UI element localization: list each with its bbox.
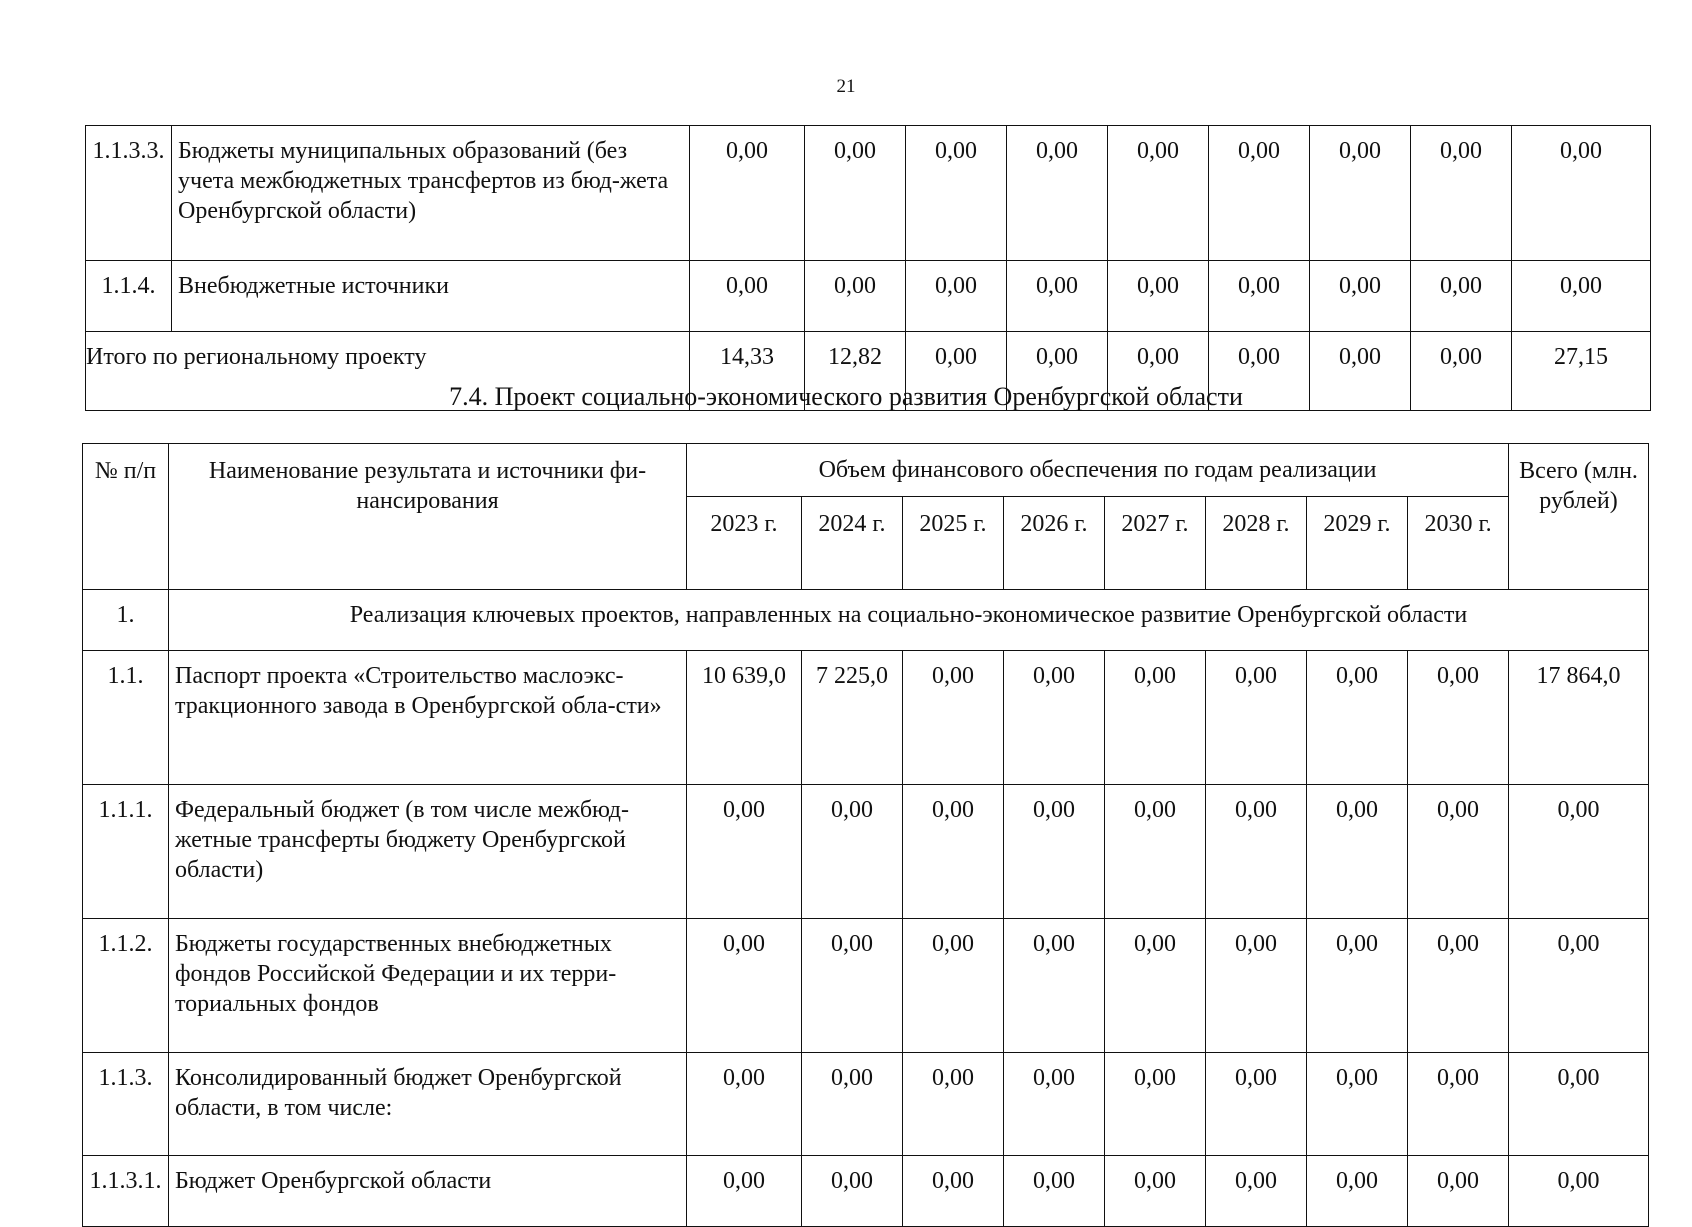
total-cell: 17 864,0 — [1509, 651, 1649, 785]
value-cell: 0,00 — [1209, 332, 1310, 411]
year-header: 2029 г. — [1307, 497, 1408, 590]
total-cell: 0,00 — [1509, 1156, 1649, 1227]
section-row — [83, 590, 1649, 651]
total-cell: 0,00 — [1509, 919, 1649, 1053]
value-cell: 0,00 — [1004, 1156, 1105, 1227]
row-name: Паспорт проекта «Строительство маслоэкс-тракционного завода в Оренбургской обла-сти» — [169, 651, 687, 785]
table-row — [83, 785, 1649, 919]
value-cell: 0,00 — [906, 126, 1007, 261]
value-cell: 0,00 — [687, 1156, 802, 1227]
value-cell: 0,00 — [802, 1053, 903, 1156]
row-number: 1.1. — [83, 651, 169, 785]
value-cell: 0,00 — [1004, 1053, 1105, 1156]
value-cell: 0,00 — [687, 785, 802, 919]
row-name: Федеральный бюджет (в том числе межбюд-жетные трансферты бюджету Оренбургской области) — [169, 785, 687, 919]
value-cell: 0,00 — [690, 261, 805, 332]
value-cell: 0,00 — [1206, 1053, 1307, 1156]
value-cell: 0,00 — [1206, 651, 1307, 785]
value-cell: 0,00 — [1307, 919, 1408, 1053]
header-num: № п/п — [83, 444, 169, 590]
value-cell: 0,00 — [802, 785, 903, 919]
value-cell: 0,00 — [1105, 651, 1206, 785]
header-name: Наименование результата и источники фи-нансирования — [169, 444, 687, 590]
value-cell: 0,00 — [1105, 1156, 1206, 1227]
value-cell: 0,00 — [687, 919, 802, 1053]
value-cell: 0,00 — [903, 785, 1004, 919]
value-cell: 0,00 — [1310, 332, 1411, 411]
row-name: Бюджеты муниципальных образований (без учета межбюджетных трансфертов из бюд-жета Оренбургской области) — [172, 126, 690, 261]
value-cell: 0,00 — [1307, 651, 1408, 785]
row-number: 1.1.1. — [83, 785, 169, 919]
year-header: 2024 г. — [802, 497, 903, 590]
value-cell: 0,00 — [1007, 126, 1108, 261]
row-number: 1.1.3. — [83, 1053, 169, 1156]
year-header: 2028 г. — [1206, 497, 1307, 590]
value-cell: 0,00 — [805, 261, 906, 332]
value-cell: 0,00 — [1004, 785, 1105, 919]
value-cell: 0,00 — [1408, 919, 1509, 1053]
year-header: 2027 г. — [1105, 497, 1206, 590]
value-cell: 0,00 — [1007, 261, 1108, 332]
value-cell: 0,00 — [690, 126, 805, 261]
value-cell: 0,00 — [1108, 332, 1209, 411]
financing-table — [82, 443, 1649, 1227]
year-header: 2030 г. — [1408, 497, 1509, 590]
row-number: 1. — [83, 590, 169, 651]
value-cell: 0,00 — [1408, 1156, 1509, 1227]
row-name: Бюджеты государственных внебюджетных фондов Российской Федерации и их терри-ториальных фондов — [169, 919, 687, 1053]
value-cell: 0,00 — [687, 1053, 802, 1156]
value-cell: 0,00 — [1108, 261, 1209, 332]
total-cell: 27,15 — [1512, 332, 1651, 411]
total-cell: 0,00 — [1512, 126, 1651, 261]
value-cell: 0,00 — [1411, 126, 1512, 261]
value-cell: 0,00 — [1105, 919, 1206, 1053]
value-cell: 0,00 — [802, 1156, 903, 1227]
value-cell: 0,00 — [1209, 261, 1310, 332]
value-cell: 0,00 — [903, 651, 1004, 785]
value-cell: 10 639,0 — [687, 651, 802, 785]
table-row — [83, 919, 1649, 1053]
value-cell: 0,00 — [1307, 1053, 1408, 1156]
header-total: Всего (млн. рублей) — [1509, 444, 1649, 590]
value-cell: 0,00 — [1408, 651, 1509, 785]
value-cell: 0,00 — [1004, 919, 1105, 1053]
value-cell: 0,00 — [1411, 261, 1512, 332]
total-cell: 0,00 — [1509, 785, 1649, 919]
value-cell: 0,00 — [802, 919, 903, 1053]
value-cell: 0,00 — [1105, 785, 1206, 919]
year-header: 2025 г. — [903, 497, 1004, 590]
value-cell: 0,00 — [1004, 651, 1105, 785]
value-cell: 0,00 — [1408, 785, 1509, 919]
total-cell: 0,00 — [1509, 1053, 1649, 1156]
year-header: 2026 г. — [1004, 497, 1105, 590]
value-cell: 0,00 — [903, 919, 1004, 1053]
total-cell: 0,00 — [1512, 261, 1651, 332]
value-cell: 0,00 — [1209, 126, 1310, 261]
row-number: 1.1.2. — [83, 919, 169, 1053]
value-cell: 0,00 — [1105, 1053, 1206, 1156]
value-cell: 0,00 — [1206, 919, 1307, 1053]
table-row — [83, 1053, 1649, 1156]
row-name: Внебюджетные источники — [172, 261, 690, 332]
header-volume: Объем финансового обеспечения по годам реализации — [687, 444, 1509, 497]
table-row — [83, 651, 1649, 785]
value-cell: 0,00 — [903, 1053, 1004, 1156]
table-row — [86, 261, 1651, 332]
value-cell: 0,00 — [906, 332, 1007, 411]
value-cell: 0,00 — [1206, 1156, 1307, 1227]
value-cell: 0,00 — [1408, 1053, 1509, 1156]
row-name: Консолидированный бюджет Оренбургской области, в том числе: — [169, 1053, 687, 1156]
table-row — [86, 126, 1651, 261]
value-cell: 0,00 — [1307, 1156, 1408, 1227]
value-cell: 0,00 — [1007, 332, 1108, 411]
page-number: 21 — [836, 76, 856, 97]
value-cell: 0,00 — [1310, 261, 1411, 332]
row-name: Бюджет Оренбургской области — [169, 1156, 687, 1227]
table-row — [83, 1156, 1649, 1227]
header-row — [83, 444, 1649, 497]
value-cell: 14,33 — [690, 332, 805, 411]
row-number: 1.1.4. — [86, 261, 172, 332]
total-row-label: Итого по региональному проекту — [86, 332, 690, 411]
value-cell: 0,00 — [906, 261, 1007, 332]
value-cell: 12,82 — [805, 332, 906, 411]
value-cell: 0,00 — [1411, 332, 1512, 411]
row-number: 1.1.3.3. — [86, 126, 172, 261]
value-cell: 0,00 — [1310, 126, 1411, 261]
value-cell: 0,00 — [1307, 785, 1408, 919]
value-cell: 0,00 — [1108, 126, 1209, 261]
value-cell: 7 225,0 — [802, 651, 903, 785]
year-header: 2023 г. — [687, 497, 802, 590]
value-cell: 0,00 — [903, 1156, 1004, 1227]
value-cell: 0,00 — [805, 126, 906, 261]
budget-table-continued — [85, 125, 1651, 411]
row-number: 1.1.3.1. — [83, 1156, 169, 1227]
value-cell: 0,00 — [1206, 785, 1307, 919]
section-name: Реализация ключевых проектов, направленных на социально-экономическое развитие Оренбургской области — [169, 590, 1649, 651]
section-title: 7.4. Проект социально-экономического развития Оренбургской области — [449, 382, 1243, 411]
